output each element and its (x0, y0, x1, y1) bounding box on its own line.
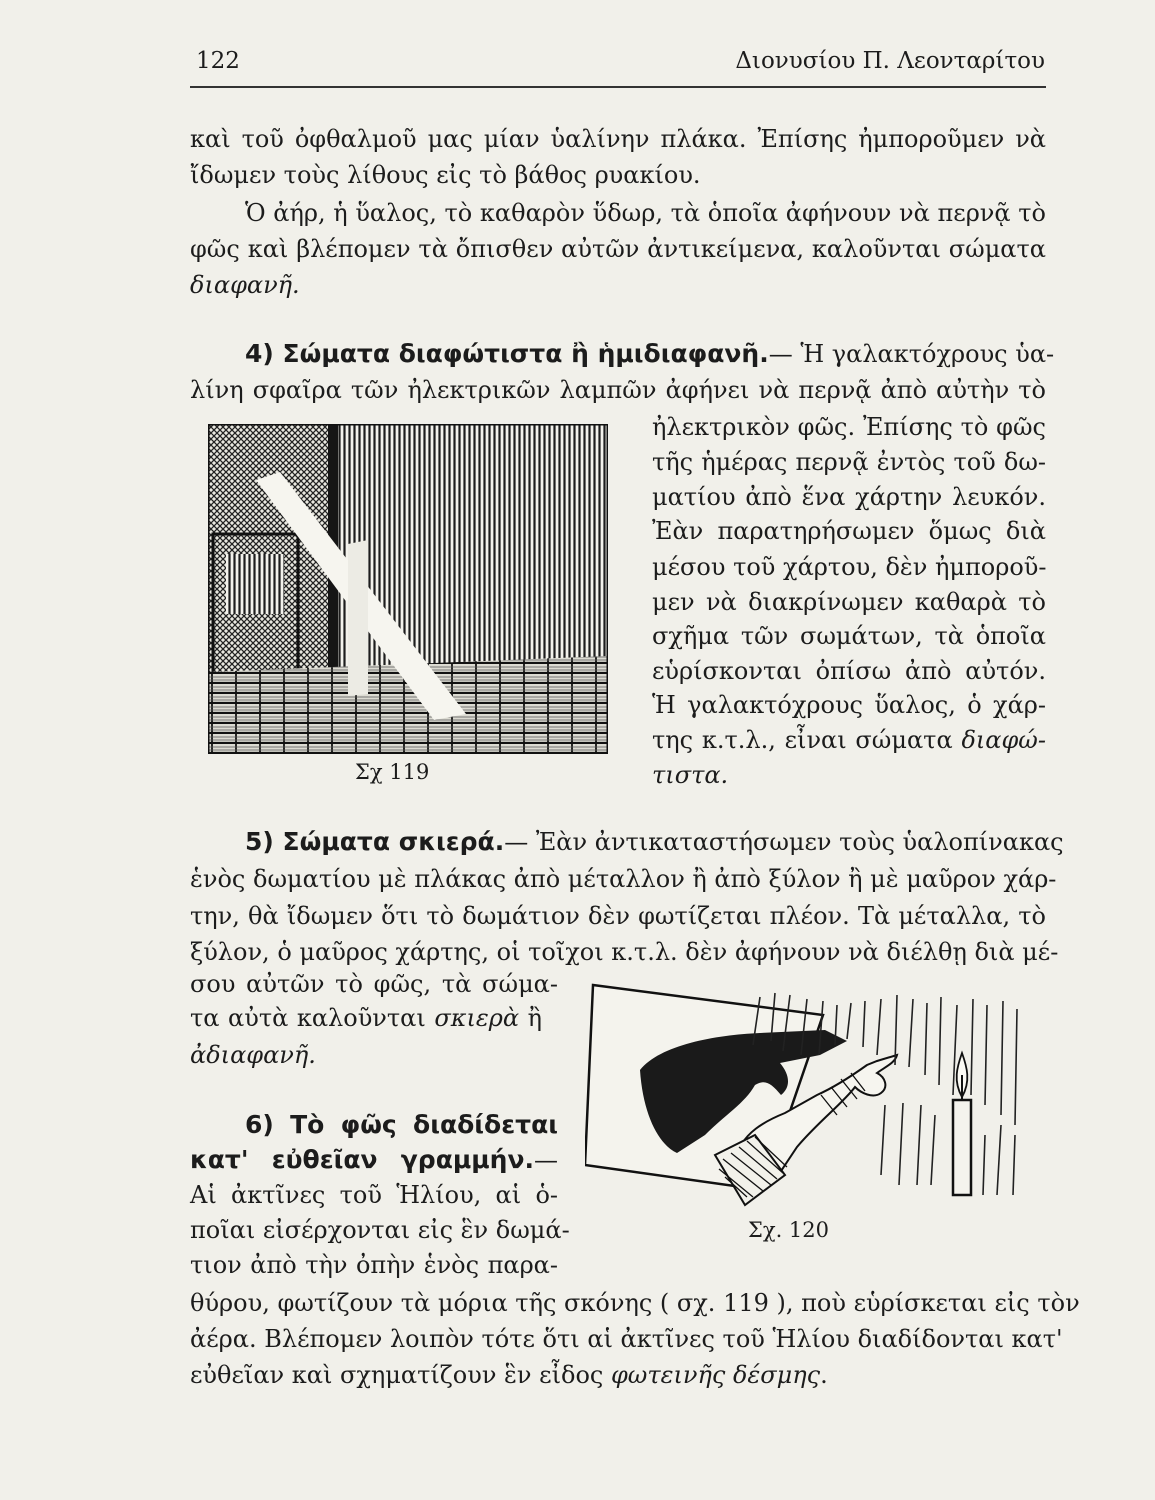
text-line: εὑρίσκονται ὀπίσω ἀπὸ αὐτόν. (652, 657, 1046, 685)
text-line: τῆς ἡμέρας περνᾷ ἐντὸς τοῦ δω- (652, 448, 1046, 476)
text-line: καὶ τοῦ ὀφθαλμοῦ μας μίαν ὑαλίνην πλάκα. Ἐπίσης ἠμποροῦμεν νὰ (190, 125, 1046, 153)
text-line: ἴδωμεν τοὺς λίθους εἰς τὸ βάθος ρυακίου. (190, 161, 701, 189)
figure-120-hand-shadow-engraving (585, 975, 1030, 1215)
text-line: μεν νὰ διακρίνωμεν καθαρὰ τὸ (652, 588, 1046, 616)
italic-term: ἀδιαφανῆ. (190, 1041, 316, 1069)
text-line: τιον ἀπὸ τὴν ὀπὴν ἑνὸς παρα- (190, 1251, 558, 1279)
italic-term: φωτεινῆς δέσμης (610, 1361, 821, 1389)
text-line: μέσου τοῦ χάρτου, δὲν ἠμποροῦ- (652, 553, 1047, 581)
text-line: σου αὐτῶν τὸ φῶς, τὰ σώμα- (190, 970, 558, 998)
text-line: Ὁ ἀήρ, ἡ ὕαλος, τὸ καθαρὸν ὕδωρ, τὰ ὁποῖα ἀφήνουν νὰ περνᾷ τὸ (245, 199, 1046, 227)
text-line: Ἡ γαλακτόχρους ὕαλος, ὁ χάρ- (652, 691, 1046, 719)
text-line (190, 1040, 558, 1070)
section-6-heading-line (245, 1110, 558, 1140)
italic-term: σκιερὰ (434, 1004, 520, 1032)
text-line (652, 760, 1046, 790)
text-span: εὐθεῖαν καὶ σχηματίζουν ἓν εἶδος (190, 1361, 611, 1389)
section-5-heading-line (245, 827, 1064, 857)
text-line: ποῖαι εἰσέρχονται εἰς ἓν δωμά- (190, 1216, 570, 1244)
section-5-heading: 5) Σώματα σκιερά. (245, 827, 505, 856)
text-line: θύρου, φωτίζουν τὰ μόρια τῆς σκόνης ( σχ. 119 ), ποὺ εὑρίσκεται εἰς τὸν (190, 1289, 1080, 1317)
text-span: ἢ (519, 1004, 542, 1032)
figure-120-caption: Σχ. 120 (748, 1218, 830, 1242)
text-span: . (820, 1361, 828, 1389)
text-line (652, 725, 1046, 755)
text-line: ἀέρα. Βλέπομεν λοιπὸν τότε ὅτι αἱ ἀκτῖνες τοῦ Ἡλίου διαδίδονται κατ' (190, 1325, 1063, 1353)
text-line: την, θὰ ἴδωμεν ὅτι τὸ δωμάτιον δὲν φωτίζεται πλέον. Τὰ μέταλλα, τὸ (190, 902, 1046, 930)
text-line (190, 1003, 542, 1033)
text-line: ξύλον, ὁ μαῦρος χάρτης, οἱ τοῖχοι κ.τ.λ. δὲν ἀφήνουν νὰ διέλθῃ διὰ μέ- (190, 938, 1059, 966)
text-line: ἠλεκτρικὸν φῶς. Ἐπίσης τὸ φῶς (652, 413, 1046, 441)
page-number: 122 (196, 48, 240, 74)
section-5-text: — Ἐὰν ἀντικαταστήσωμεν τοὺς ὑαλοπίνακας (504, 828, 1064, 856)
italic-term: τιστα. (652, 761, 729, 789)
section-6-heading: 6) Τὸ φῶς διαδίδεται (245, 1110, 558, 1139)
text-line: σχῆμα τῶν σωμάτων, τὰ ὁποῖα (652, 622, 1046, 650)
figure-119-caption: Σχ 119 (355, 760, 430, 784)
figure-119-light-beam-engraving (208, 424, 608, 754)
text-line: φῶς καὶ βλέπομεν τὰ ὄπισθεν αὐτῶν ἀντικείμενα, καλοῦνται σώματα (190, 235, 1046, 263)
section-6-heading-line (190, 1145, 558, 1175)
text-line: ματίου ἀπὸ ἕνα χάρτην λευκόν. (652, 483, 1046, 511)
italic-term: διαφώ- (961, 726, 1046, 754)
section-6-heading-cont: κατ' εὐθεῖαν γραμμήν. (190, 1145, 534, 1174)
text-span: — (534, 1146, 558, 1174)
text-span: τα αὐτὰ καλοῦνται (190, 1004, 435, 1032)
text-span: της κ.τ.λ., εἶναι σώματα (652, 726, 962, 754)
text-line (190, 270, 1046, 300)
text-line: λίνη σφαῖρα τῶν ἠλεκτρικῶν λαμπῶν ἀφήνει νὰ περνᾷ ἀπὸ αὐτὴν τὸ (190, 376, 1046, 404)
section-4-text: — Ἡ γαλακτόχρους ὑα- (768, 340, 1055, 368)
text-line: Ἐὰν παρατηρήσωμεν ὅμως διὰ (652, 517, 1046, 545)
section-4-heading: 4) Σώματα διαφώτιστα ἢ ἡμιδιαφανῆ. (245, 339, 769, 368)
text-line (190, 1360, 1046, 1390)
running-title: Διονυσίου Π. Λεονταρίτου (735, 48, 1045, 74)
header-rule (190, 86, 1046, 88)
text-line: Αἱ ἀκτῖνες τοῦ Ἡλίου, αἱ ὁ- (190, 1181, 558, 1209)
text-line: ἑνὸς δωματίου μὲ πλάκας ἀπὸ μέταλλον ἢ ἀπὸ ξύλον ἢ μὲ μαῦρον χάρ- (190, 865, 1057, 893)
italic-term: διαφανῆ. (190, 271, 300, 299)
section-4-heading-line (245, 339, 1055, 369)
